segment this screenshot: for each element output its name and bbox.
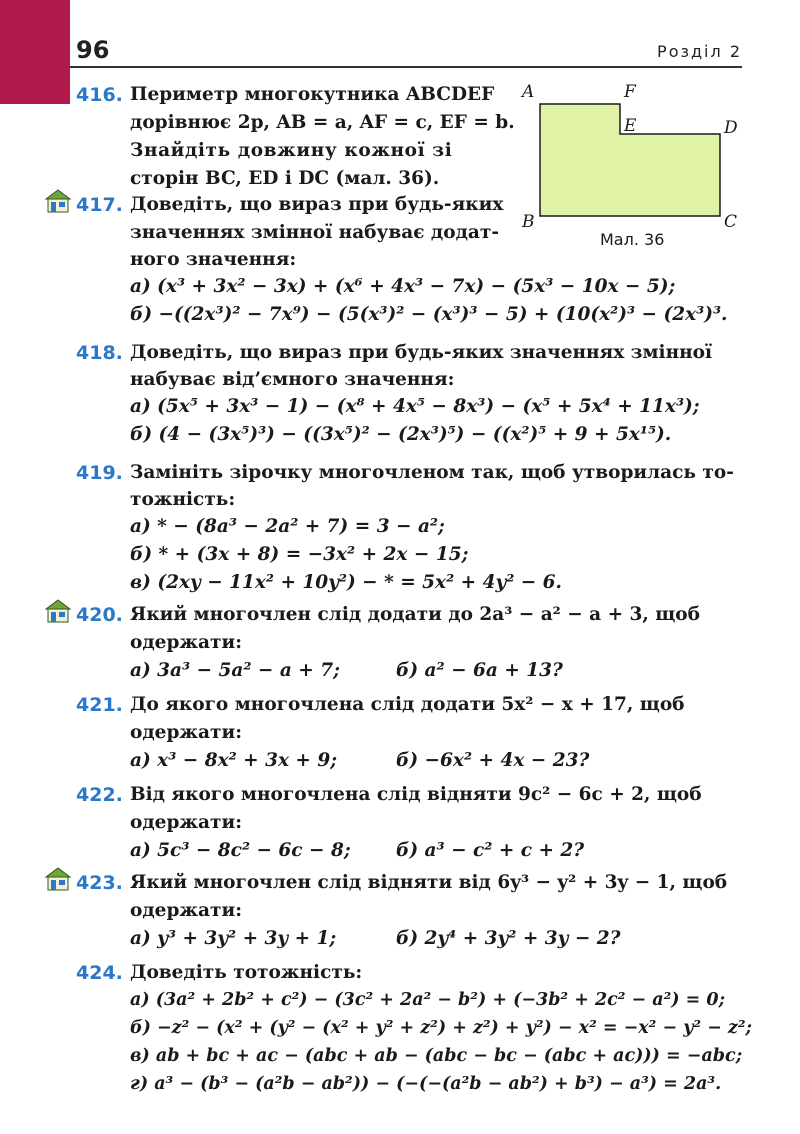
problem-line: а) (5x⁵ + 3x³ − 1) − (x⁸ + 4x⁵ − 8x³) − (x⁵ + 5x⁴ + 11x³); [130, 396, 700, 417]
home-task-icon [44, 866, 72, 892]
problem-number: 417. [76, 194, 123, 216]
problem-line: г) a³ − (b³ − (a²b − ab²)) − (−(−(a²b − ab²) + b³) − a³) = 2a³. [130, 1074, 722, 1094]
page-corner-tab [0, 0, 70, 104]
problem-line: в) (2xy − 11x² + 10y²) − * = 5x² + 4y² − 6. [130, 572, 562, 593]
figure-label-c: C [724, 212, 738, 232]
problem-line: значеннях змінної набуває додат- [130, 222, 500, 243]
problem-number: 419. [76, 462, 123, 484]
problem-line: одержати: [130, 632, 243, 653]
problem-line: б) −z² − (x² + (y² − (x² + y² + z²) + z²) + y²) − x² = −x² − y² − z²; [130, 1018, 752, 1038]
problem-line: Доведіть, що вираз при будь-яких [130, 194, 504, 215]
problem-line: Який многочлен слід додати до 2a³ − a² − a + 3, щоб [130, 604, 700, 625]
problem-line: б) a² − 6a + 13? [396, 660, 563, 681]
figure-caption: Мал. 36 [600, 230, 665, 249]
problem-line: Доведіть, що вираз при будь-яких значеннях змінної [130, 342, 713, 363]
problem-line: в) ab + bc + ac − (abc + ab − (abc − bc − (abc + ac))) = −abc; [130, 1046, 743, 1066]
figure-label-d: D [724, 118, 738, 138]
problem-line: а) (x³ + 3x² − 3x) + (x⁶ + 4x³ − 7x) − (5x³ − 10x − 5); [130, 276, 676, 297]
problem-line: а) x³ − 8x² + 3x + 9; [130, 750, 338, 771]
problem-line: Знайдіть довжину кожної зі [130, 140, 453, 161]
problem-line: б) (4 − (3x⁵)³) − ((3x⁵)² − (2x³)⁵) − ((x²)⁵ + 9 + 5x¹⁵). [130, 424, 672, 445]
problem-line: б) −6x² + 4x − 23? [396, 750, 590, 771]
problem-line: тожність: [130, 489, 236, 510]
problem-line: Периметр многокутника ABCDEF [130, 84, 495, 105]
home-task-icon [44, 598, 72, 624]
figure-36 [520, 82, 750, 252]
figure-label-a: A [522, 82, 535, 102]
problem-line: ного значення: [130, 249, 297, 270]
problem-line: набуває від’ємного значення: [130, 369, 455, 390]
problem-number: 423. [76, 872, 123, 894]
problem-line: Від якого многочлена слід відняти 9c² − 6c + 2, щоб [130, 784, 702, 805]
problem-number: 424. [76, 962, 123, 984]
problem-line: Який многочлен слід відняти від 6y³ − y² + 3y − 1, щоб [130, 872, 728, 893]
problem-line: сторін BC, ED і DC (мал. 36). [130, 168, 440, 189]
problem-line: одержати: [130, 812, 243, 833]
problem-line: а) * − (8a³ − 2a² + 7) = 3 − a²; [130, 516, 445, 537]
problem-line: а) (3a² + 2b² + c²) − (3c² + 2a² − b²) + (−3b² + 2c² − a²) = 0; [130, 990, 726, 1010]
figure-label-b: B [522, 212, 535, 232]
problem-number: 418. [76, 342, 123, 364]
problem-line: б) * + (3x + 8) = −3x² + 2x − 15; [130, 544, 469, 565]
header-rule [70, 66, 742, 68]
problem-line: б) 2y⁴ + 3y² + 3y − 2? [396, 928, 621, 949]
problem-line: одержати: [130, 900, 243, 921]
section-label: Розділ 2 [657, 42, 742, 61]
problem-line: а) 3a³ − 5a² − a + 7; [130, 660, 340, 681]
problem-line: Замініть зірочку многочленом так, щоб утворилась то- [130, 462, 734, 483]
problem-number: 416. [76, 84, 123, 106]
problem-number: 420. [76, 604, 123, 626]
figure-label-e: E [624, 116, 637, 136]
problem-number: 422. [76, 784, 123, 806]
problem-line: б) −((2x³)² − 7x⁹) − (5(x³)² − (x³)³ − 5) + (10(x²)³ − (2x³)³. [130, 304, 728, 325]
problem-line: б) a³ − c² + c + 2? [396, 840, 585, 861]
page-number: 96 [76, 36, 110, 64]
problem-line: До якого многочлена слід додати 5x² − x + 17, щоб [130, 694, 685, 715]
problem-line: дорівнює 2p, AB = a, AF = c, EF = b. [130, 112, 515, 133]
problem-line: а) 5c³ − 8c² − 6c − 8; [130, 840, 351, 861]
figure-label-f: F [624, 82, 636, 102]
polygon-abcdef-figure [520, 82, 750, 232]
home-task-icon [44, 188, 72, 214]
problem-line: а) y³ + 3y² + 3y + 1; [130, 928, 337, 949]
problem-line: Доведіть тотожність: [130, 962, 363, 983]
problem-number: 421. [76, 694, 123, 716]
problem-line: одержати: [130, 722, 243, 743]
